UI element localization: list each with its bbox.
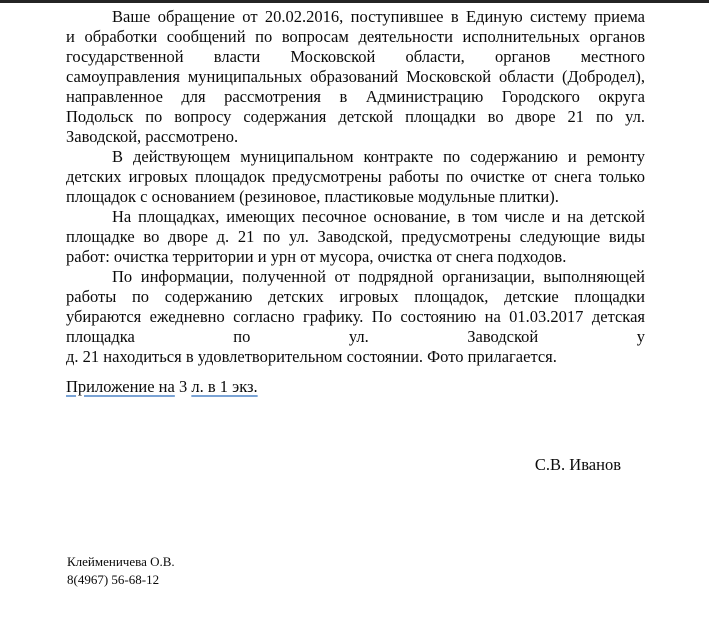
attachment-copies: л. в 1 экз. bbox=[191, 377, 258, 396]
attachment-label: Приложение на bbox=[66, 377, 175, 396]
body-line: На площадках, имеющих песочное основание, в том числе и на детской bbox=[112, 207, 645, 226]
body-line: площадка по ул. Заводской у bbox=[66, 327, 645, 346]
body-line: В действующем муниципальном контракте по содержанию и ремонту bbox=[112, 147, 645, 166]
body-line: Заводской, рассмотрено. bbox=[66, 127, 239, 146]
attachment-note bbox=[66, 377, 258, 397]
body-line: самоуправления муниципальных образований Московской области (Добродел), bbox=[66, 67, 645, 86]
attachment-sheet-count: 3 bbox=[178, 377, 188, 396]
executor-block bbox=[67, 553, 175, 589]
body-line: площадке во дворе д. 21 по ул. Заводской, предусмотрены следующие виды bbox=[66, 227, 645, 246]
body-line: Подольск по вопросу содержания детской площадки во дворе 21 по ул. bbox=[66, 107, 645, 126]
body-line: д. 21 находиться в удовлетворительном состоянии. Фото прилагается. bbox=[66, 347, 557, 366]
body-line: По информации, полученной от подрядной организации, выполняющей bbox=[112, 267, 645, 286]
executor-phone: 8(4967) 56-68-12 bbox=[67, 572, 160, 587]
body-line: Ваше обращение от 20.02.2016, поступившее в Единую систему приема bbox=[112, 7, 645, 26]
executor-name: Клейменичева О.В. bbox=[67, 554, 175, 569]
body-line: государственной власти Московской области, органов местного bbox=[66, 47, 645, 66]
top-edge-bar bbox=[0, 0, 709, 3]
body-line: и обработки сообщений по вопросам деятельности исполнительных органов bbox=[66, 27, 645, 46]
body-line: работ: очистка территории и урн от мусора, очистка от снега подходов. bbox=[66, 247, 567, 266]
body-line: направленное для рассмотрения в Администрацию Городского округа bbox=[66, 87, 645, 106]
signatory-name: С.В. Иванов bbox=[534, 455, 621, 474]
body-line: работы по содержанию детских игровых площадок, детские площадки bbox=[66, 287, 645, 306]
body-line: площадок с основанием (резиновое, пластиковые модульные плитки). bbox=[66, 187, 559, 206]
letter-body bbox=[66, 7, 645, 367]
body-line: убираются ежедневно согласно графику. По состоянию на 01.03.2017 детская bbox=[66, 307, 645, 326]
body-line: детских игровых площадок предусмотрены работы по очистке от снега только bbox=[66, 167, 645, 186]
